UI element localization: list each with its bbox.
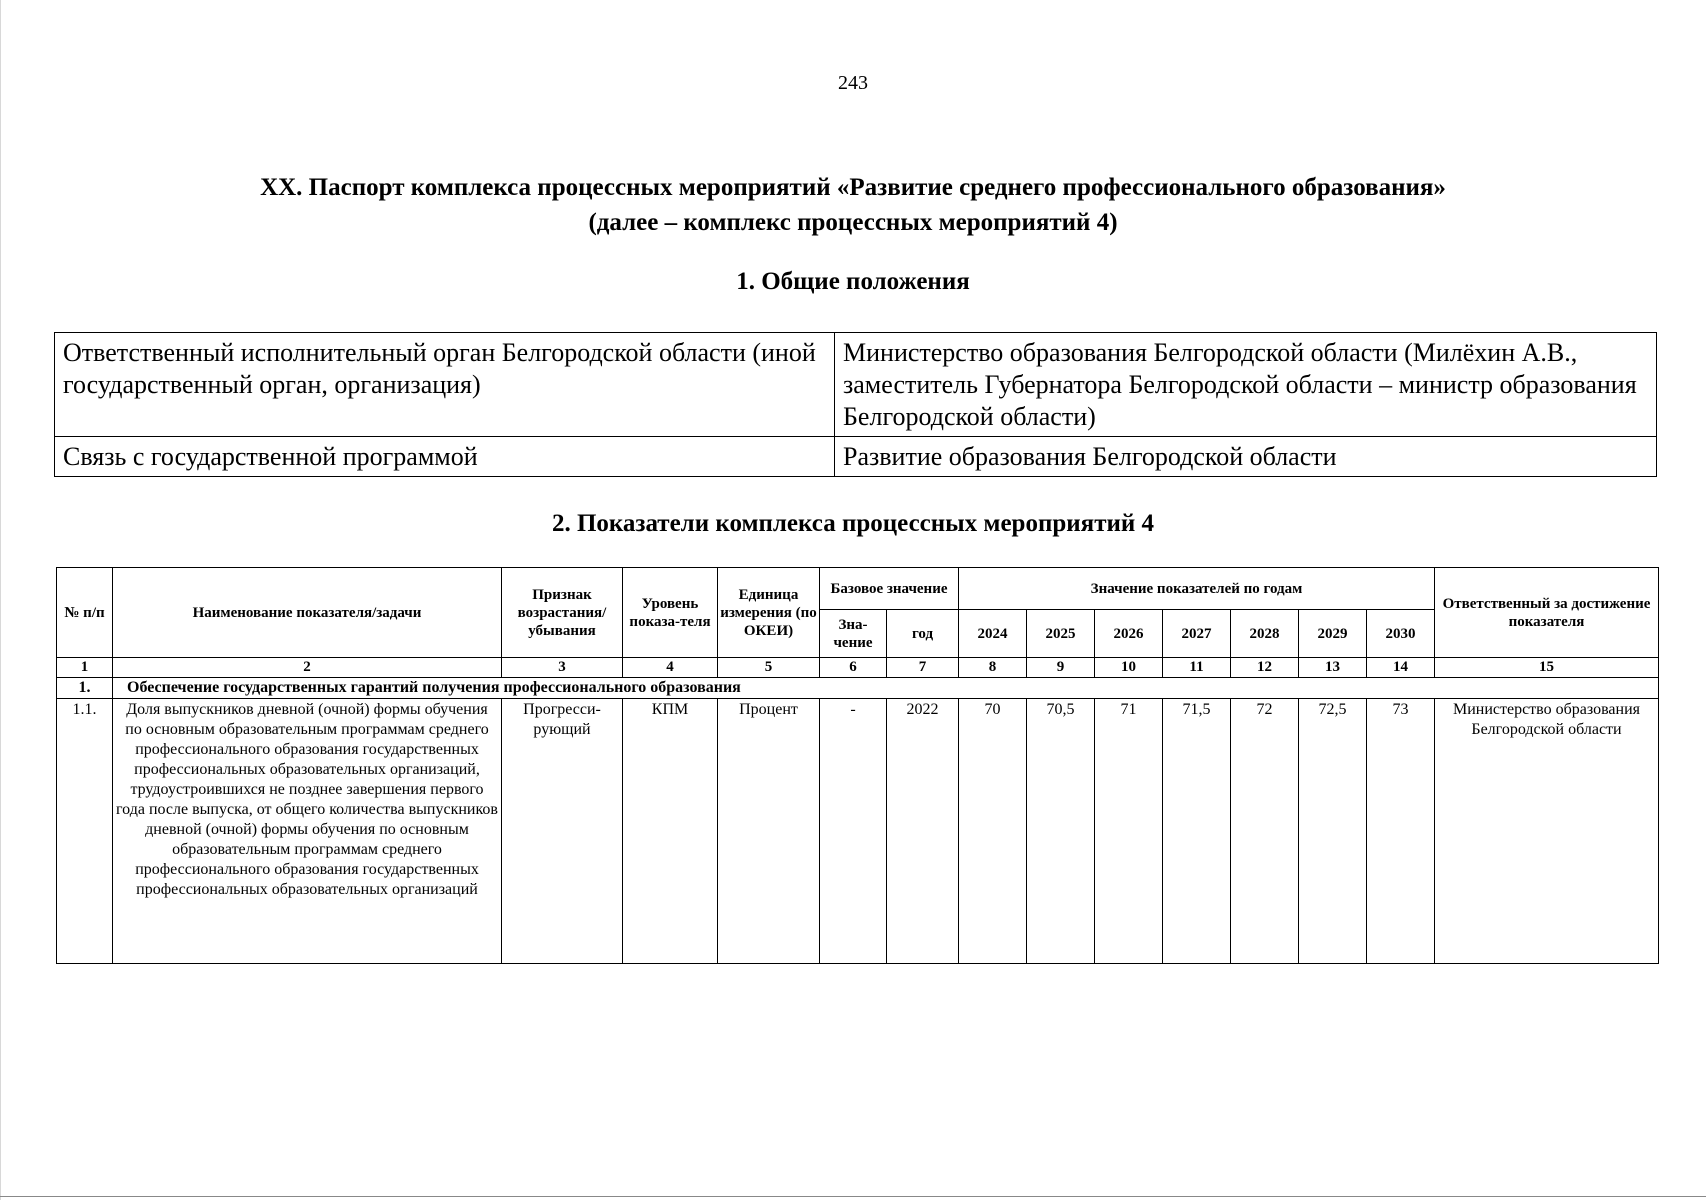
column-number: 11 xyxy=(1163,658,1231,678)
header-year-2027: 2027 xyxy=(1163,610,1231,658)
header-base-value: Зна-чение xyxy=(820,610,887,658)
column-number: 12 xyxy=(1231,658,1299,678)
indicators-table xyxy=(56,567,1659,964)
indicator-level: КПМ xyxy=(623,699,718,964)
column-number: 6 xyxy=(820,658,887,678)
task-num: 1. xyxy=(57,678,113,699)
indicator-name: Доля выпускников дневной (очной) формы обучения по основным образовательным программам среднего профессионального образования государственных профессиональных образовательных организаций, трудоустроившихся не позднее завершения первого года после выпуска, от общего количества выпускников дневной (очной) формы обучения по основным образовательным программам среднего профессионального образования государственных профессиональных образовательных организаций xyxy=(113,699,502,964)
indicator-value-2026: 71 xyxy=(1095,699,1163,964)
indicator-value-2029: 72,5 xyxy=(1299,699,1367,964)
header-year-2025: 2025 xyxy=(1027,610,1095,658)
column-number: 4 xyxy=(623,658,718,678)
header-responsible: Ответственный за достижение показателя xyxy=(1435,568,1659,658)
title-line-1: XX. Паспорт комплекса процессных мероприятий «Развитие среднего профессионального образования» xyxy=(260,174,1446,201)
indicator-value-2027: 71,5 xyxy=(1163,699,1231,964)
responsible-organ-value: Министерство образования Белгородской области (Милёхин А.В., заместитель Губернатора Белгородской области – министр образования Белгородской области) xyxy=(835,333,1657,437)
table-row xyxy=(55,333,1657,437)
column-number: 13 xyxy=(1299,658,1367,678)
header-year-2029: 2029 xyxy=(1299,610,1367,658)
title-line-2: (далее – комплекс процессных мероприятий 4) xyxy=(588,209,1118,236)
task-text: Обеспечение государственных гарантий получения профессионального образования xyxy=(113,678,1659,699)
page-number: 243 xyxy=(838,72,868,94)
column-number: 8 xyxy=(959,658,1027,678)
program-link-label: Связь с государственной программой xyxy=(55,437,835,477)
responsible-organ-label: Ответственный исполнительный орган Белгородской области (иной государственный орган, организация) xyxy=(55,333,835,437)
general-provisions-table xyxy=(54,332,1657,477)
header-num: № п/п xyxy=(57,568,113,658)
indicator-value-2025: 70,5 xyxy=(1027,699,1095,964)
header-name: Наименование показателя/задачи xyxy=(113,568,502,658)
column-number: 3 xyxy=(502,658,623,678)
indicator-num: 1.1. xyxy=(57,699,113,964)
column-number: 14 xyxy=(1367,658,1435,678)
indicator-unit: Процент xyxy=(718,699,820,964)
indicator-responsible: Министерство образования Белгородской области xyxy=(1435,699,1659,964)
column-number: 1 xyxy=(57,658,113,678)
table-row xyxy=(55,437,1657,477)
header-base-year: год xyxy=(887,610,959,658)
program-link-value: Развитие образования Белгородской области xyxy=(835,437,1657,477)
header-unit: Единица измерения (по ОКЕИ) xyxy=(718,568,820,658)
indicator-value-2024: 70 xyxy=(959,699,1027,964)
column-numbers-row xyxy=(57,658,1659,678)
indicator-row xyxy=(57,699,1659,964)
header-year-2028: 2028 xyxy=(1231,610,1299,658)
column-number: 10 xyxy=(1095,658,1163,678)
section-2-heading: 2. Показатели комплекса процессных мероприятий 4 xyxy=(551,510,1155,537)
header-level: Уровень показа-теля xyxy=(623,568,718,658)
header-year-2030: 2030 xyxy=(1367,610,1435,658)
indicator-sign: Прогресси-рующий xyxy=(502,699,623,964)
indicator-value-2030: 73 xyxy=(1367,699,1435,964)
column-number: 5 xyxy=(718,658,820,678)
indicator-base-value: - xyxy=(820,699,887,964)
section-1-heading: 1. Общие положения xyxy=(736,268,970,295)
task-row xyxy=(57,678,1659,699)
document-title xyxy=(60,170,1646,240)
header-years-group: Значение показателей по годам xyxy=(959,568,1435,610)
header-year-2026: 2026 xyxy=(1095,610,1163,658)
header-base: Базовое значение xyxy=(820,568,959,610)
indicator-value-2028: 72 xyxy=(1231,699,1299,964)
column-number: 2 xyxy=(113,658,502,678)
column-number: 7 xyxy=(887,658,959,678)
indicator-base-year: 2022 xyxy=(887,699,959,964)
header-year-2024: 2024 xyxy=(959,610,1027,658)
column-number: 15 xyxy=(1435,658,1659,678)
scan-edge xyxy=(0,0,1,1200)
header-row xyxy=(57,568,1659,610)
column-number: 9 xyxy=(1027,658,1095,678)
header-sign: Признак возрастания/ убывания xyxy=(502,568,623,658)
page-bottom-edge xyxy=(0,1196,1706,1197)
